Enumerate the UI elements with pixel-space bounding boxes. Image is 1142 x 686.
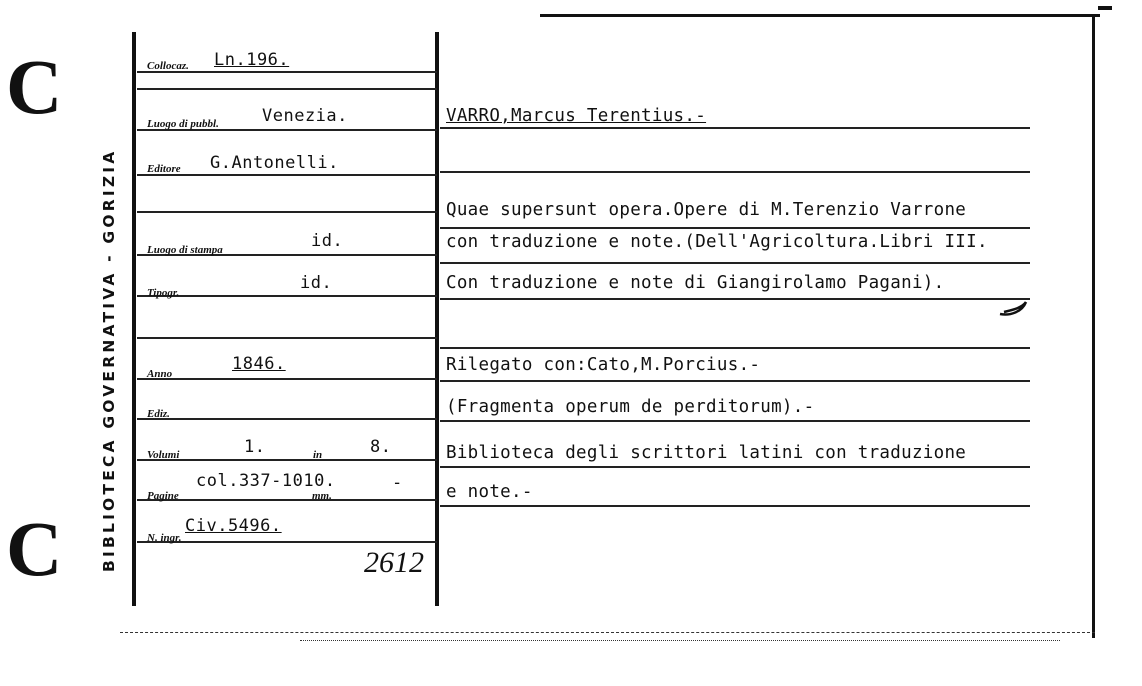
card-right-border (1092, 16, 1095, 638)
label-volumi: Volumi (147, 449, 180, 461)
library-name: BIBLIOTECA GOVERNATIVA - GORIZIA (100, 148, 118, 572)
rule-right-10 (440, 505, 1030, 507)
rule-pagine (137, 499, 437, 501)
shelf-mark: 2612 (364, 546, 424, 579)
label-tipografo: Tipogr. (147, 287, 180, 299)
value-volumi-in: 8. (370, 437, 392, 457)
rule-right-3 (440, 227, 1030, 229)
label-luogo-stampa: Luogo di stampa (147, 244, 223, 256)
description-line-2: Quae supersunt opera.Opere di M.Terenzio Varrone (446, 200, 967, 220)
label-edizione: Ediz. (147, 408, 170, 420)
label-pagine: Pagine (147, 490, 179, 502)
label-volumi-in: in (313, 449, 323, 461)
library-emblem-bottom: C (6, 505, 63, 592)
description-line-1: VARRO,Marcus Terentius.- (446, 106, 707, 126)
card-top-border (540, 14, 1100, 17)
rule-inventario (137, 541, 437, 543)
label-inventario: N. ingr. (147, 532, 182, 544)
description-line-4: Con traduzione e note di Giangirolamo Pagani). (446, 273, 945, 293)
value-pagine: col.337-1010. (196, 471, 336, 491)
description-line-7: Biblioteca degli scrittori latini con traduzione (446, 443, 967, 463)
value-volumi: 1. (244, 437, 266, 457)
card-top-right-corner (1098, 6, 1112, 10)
description-line-5: Rilegato con:Cato,M.Porcius.- (446, 355, 761, 375)
rule-blank-1 (137, 211, 437, 213)
rule-right-9 (440, 466, 1030, 468)
rule-right-5 (440, 298, 1030, 300)
rule-right-6 (440, 347, 1030, 349)
description-line-8: e note.- (446, 482, 533, 502)
value-pagine-mm: - (392, 473, 403, 493)
rule-right-8 (440, 420, 1030, 422)
rule-right-4 (440, 262, 1030, 264)
rule-right-7 (440, 380, 1030, 382)
rule-right-2 (440, 171, 1030, 173)
value-inventario: Civ.5496. (185, 516, 282, 536)
value-anno: 1846. (232, 354, 286, 374)
label-anno: Anno (147, 368, 173, 380)
left-column-border (132, 32, 136, 606)
description-line-6: (Fragmenta operum de perditorum).- (446, 397, 815, 417)
value-collocazione: Ln.196. (214, 50, 290, 70)
value-luogo-pubbl: Venezia. (262, 106, 348, 126)
rule-right-1 (440, 127, 1030, 129)
value-editore: G.Antonelli. (210, 153, 339, 173)
rule-header-divider (137, 88, 437, 90)
rule-volumi (137, 459, 437, 461)
handwritten-bracket-mark (996, 294, 1036, 320)
library-emblem-top: C (6, 43, 63, 130)
description-line-3: con traduzione e note.(Dell'Agricoltura.Libri III. (446, 232, 988, 252)
label-pagine-mm: mm. (312, 490, 332, 502)
rule-anno (137, 378, 437, 380)
rule-editore (137, 174, 437, 176)
card-bottom-border-2 (300, 640, 1060, 642)
label-luogo-pubbl: Luogo di pubbl. (147, 118, 219, 130)
card-bottom-border (120, 632, 1095, 634)
label-editore: Editore (147, 163, 181, 175)
rule-edizione (137, 418, 437, 420)
rule-blank-2 (137, 337, 437, 339)
center-column-border (435, 32, 439, 606)
label-collocazione: Collocaz. (147, 60, 189, 72)
value-tipografo: id. (300, 273, 333, 293)
value-luogo-stampa: id. (311, 231, 344, 251)
rule-tipografo (137, 295, 437, 297)
